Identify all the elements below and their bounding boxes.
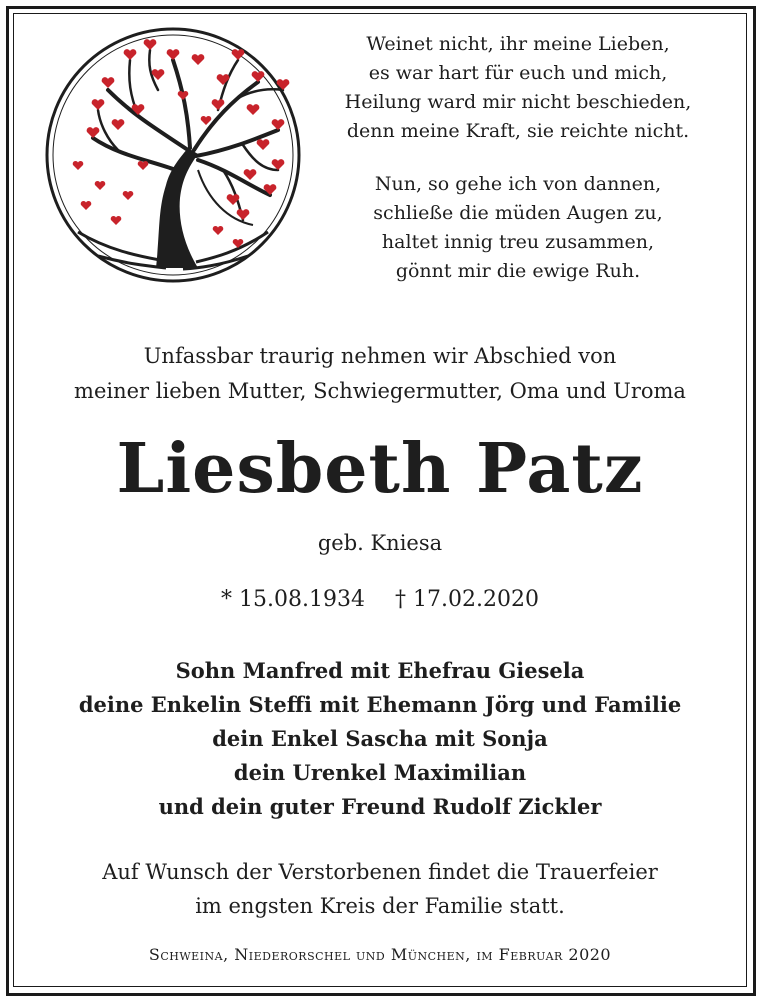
mourners-list — [0, 654, 760, 824]
poem-line: Nun, so gehe ich von dannen, — [374, 173, 662, 195]
mourner-line: dein Urenkel Maximilian — [233, 760, 527, 785]
closing-line: im engsten Kreis der Familie statt. — [195, 894, 565, 918]
closing-note — [0, 855, 760, 923]
poem-line: Weinet nicht, ihr meine Lieben, — [366, 33, 670, 55]
birth-date: * 15.08.1934 — [221, 587, 365, 612]
poem-line: schließe die müden Augen zu, — [373, 202, 663, 224]
mourner-line: deine Enkelin Steffi mit Ehemann Jörg und Familie — [78, 692, 682, 717]
poem-line: es war hart für euch und mich, — [368, 62, 668, 84]
poem-line: gönnt mir die ewige Ruh. — [395, 260, 641, 282]
poem-line: Heilung ward mir nicht beschieden, — [344, 91, 692, 113]
intro-line: Unfassbar traurig nehmen wir Abschied von — [143, 344, 617, 368]
poem-stanza-1 — [318, 30, 718, 146]
tree-of-life-icon — [38, 20, 308, 290]
maiden-name: geb. Kniesa — [317, 531, 443, 555]
poem-line: denn meine Kraft, sie reichte nicht. — [346, 120, 690, 142]
closing-line: Auf Wunsch der Verstorbenen findet die Trauerfeier — [102, 860, 658, 884]
mourner-line: und dein guter Freund Rudolf Zickler — [158, 794, 602, 819]
place-and-date: Schweina, Niederorschel und München, im Februar 2020 — [148, 945, 612, 964]
intro-text — [0, 339, 760, 409]
mourner-line: Sohn Manfred mit Ehefrau Giesela — [175, 658, 585, 683]
intro-line: meiner lieben Mutter, Schwiegermutter, Oma und Uroma — [74, 379, 686, 403]
deceased-name: Liesbeth Patz — [116, 429, 644, 509]
life-dates — [0, 584, 760, 616]
death-date: † 17.02.2020 — [395, 587, 539, 612]
poem-stanza-2 — [318, 170, 718, 286]
poem-line: haltet innig treu zusammen, — [381, 231, 655, 253]
mourner-line: dein Enkel Sascha mit Sonja — [212, 726, 548, 751]
